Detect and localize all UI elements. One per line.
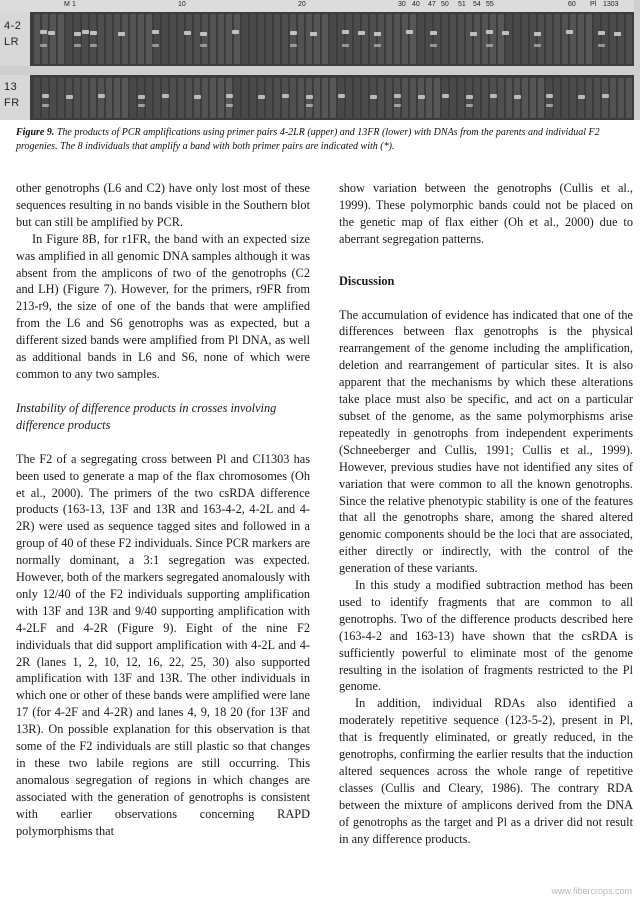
gel-smear bbox=[498, 78, 504, 118]
gel-smear bbox=[82, 14, 88, 64]
gel-smear bbox=[386, 78, 392, 118]
gel-band bbox=[602, 94, 609, 98]
gel-smear bbox=[474, 78, 480, 118]
gel-smear bbox=[58, 78, 64, 118]
gel-band bbox=[430, 44, 437, 47]
gel-smear bbox=[578, 14, 584, 64]
lane-number: Pl bbox=[590, 1, 597, 8]
gel-smear bbox=[50, 14, 56, 64]
gel-band bbox=[82, 30, 89, 34]
gel-smear bbox=[98, 78, 104, 118]
gel-smear bbox=[450, 78, 456, 118]
gel-band bbox=[74, 44, 81, 47]
gel-band bbox=[98, 94, 105, 98]
gel-band bbox=[598, 44, 605, 47]
gel-smear bbox=[250, 78, 256, 118]
gel-band bbox=[232, 30, 239, 34]
gel-smear bbox=[434, 14, 440, 64]
gel-smear bbox=[434, 78, 440, 118]
caption-text: The products of PCR amplifications using primer pairs 4-2LR (upper) and 13FR (lower) with DNAs from the parents and individual F2 progenies. The 8 individuals that amplify a band with both primer pairs are indicated with (*). bbox=[16, 127, 600, 152]
paragraph: other genotrophs (L6 and C2) have only lost most of these sequences resulting in no bands visible in the Southern blot but can still be amplified by PCR. bbox=[16, 181, 310, 229]
gel-smear bbox=[90, 14, 96, 64]
gel-smear bbox=[586, 14, 592, 64]
gel-band bbox=[514, 95, 521, 99]
gel-smear bbox=[426, 14, 432, 64]
gel-band bbox=[342, 44, 349, 47]
gel-smear bbox=[530, 78, 536, 118]
gel-smear bbox=[330, 78, 336, 118]
lane-number: 54 bbox=[473, 1, 481, 8]
lane-number: 1303 bbox=[603, 1, 619, 8]
gel-band bbox=[534, 44, 541, 47]
gel-smear bbox=[218, 78, 224, 118]
lane-number-bar bbox=[0, 0, 640, 12]
gel-band bbox=[370, 95, 377, 99]
gel-band bbox=[48, 31, 55, 35]
lower-gel-label-line2: FR bbox=[4, 97, 20, 109]
gel-smear bbox=[290, 14, 296, 64]
paragraph: In addition, individual RDAs also identified a moderately repetitive sequence (123-5-2), present in Pl, that is frequently eliminated, or greatly reduced, in the genotrophs, confirming the earlier results that the induction altered sequences across the whole range of repetitive classes (Cullis and Cleary, 1986). The contrary RDA between the mixture of amplicons derived from the DNA of genotrophs as the target and Pl as a driver did not result in any difference products. bbox=[339, 696, 633, 846]
gel-smear bbox=[330, 14, 336, 64]
gel-smear bbox=[442, 78, 448, 118]
gel-smear bbox=[130, 14, 136, 64]
gel-smear bbox=[226, 78, 232, 118]
gel-smear bbox=[346, 78, 352, 118]
lane-number: 50 bbox=[441, 1, 449, 8]
right-column bbox=[339, 180, 633, 848]
gel-smear bbox=[378, 14, 384, 64]
gel-smear bbox=[570, 14, 576, 64]
gel-smear bbox=[282, 78, 288, 118]
gel-band bbox=[534, 32, 541, 36]
gel-smear bbox=[146, 78, 152, 118]
gel-band bbox=[430, 31, 437, 35]
gel-smear bbox=[98, 14, 104, 64]
gel-smear bbox=[234, 78, 240, 118]
gel-smear bbox=[210, 78, 216, 118]
gel-smear bbox=[242, 78, 248, 118]
gel-smear bbox=[538, 14, 544, 64]
gel-band bbox=[200, 44, 207, 47]
gel-smear bbox=[178, 78, 184, 118]
gel-band bbox=[184, 31, 191, 35]
gel-smear bbox=[42, 78, 48, 118]
gel-smear bbox=[170, 14, 176, 64]
gel-smear bbox=[594, 14, 600, 64]
paragraph: The accumulation of evidence has indicated that one of the differences between flax genotrophs is the physical rearrangement of the genome including the amplification, deletion and rearrangement of particular sites. It is also apparent that the mechanisms by which these alterations take place must also be specific, and act on a particular subset of the genome, as the same polymorphisms arise repeatedly in genotrophs from independent experiments (Schneeberger and Cullis, 1991; Cullis et al., 1999). However, previous studies have not identified any sites of variation that were common to all the known genotrophs. Since the relative phenotypic stability is one of the features that all the genotrophs share, among the shared altered genomic components should be the loci that are associated, either directly or indirectly, with the control of the generation of these variants. bbox=[339, 307, 633, 576]
gel-smear bbox=[90, 78, 96, 118]
gel-band bbox=[614, 32, 621, 36]
gel-smear bbox=[298, 14, 304, 64]
gel-smear bbox=[146, 14, 152, 64]
gel-smear bbox=[450, 14, 456, 64]
gel-band bbox=[486, 30, 493, 34]
upper-gel-label-column bbox=[0, 12, 30, 66]
lower-gel-label-column bbox=[0, 75, 30, 120]
gel-smear bbox=[74, 78, 80, 118]
gel-smear bbox=[290, 78, 296, 118]
gel-smear bbox=[210, 14, 216, 64]
gel-band bbox=[152, 30, 159, 34]
gel-smear bbox=[522, 78, 528, 118]
section-heading: Discussion bbox=[339, 273, 395, 288]
gel-smear bbox=[82, 78, 88, 118]
gel-smear bbox=[122, 78, 128, 118]
figure-caption bbox=[16, 126, 626, 154]
gel-band bbox=[598, 31, 605, 35]
gel-smear bbox=[418, 14, 424, 64]
gel-band bbox=[578, 95, 585, 99]
gel-smear bbox=[186, 14, 192, 64]
gel-smear bbox=[274, 14, 280, 64]
gel-smear bbox=[106, 14, 112, 64]
gel-smear bbox=[466, 14, 472, 64]
gel-smear bbox=[514, 14, 520, 64]
gel-smear bbox=[130, 78, 136, 118]
gel-band bbox=[442, 94, 449, 98]
gel-smear bbox=[34, 78, 40, 118]
gel-smear bbox=[570, 78, 576, 118]
gel-smear bbox=[354, 14, 360, 64]
gel-smear bbox=[266, 78, 272, 118]
gel-band bbox=[394, 104, 401, 107]
gel-smear bbox=[442, 14, 448, 64]
lane-number: 20 bbox=[298, 1, 306, 8]
gel-smear bbox=[258, 14, 264, 64]
gel-band bbox=[338, 94, 345, 98]
gel-band bbox=[40, 44, 47, 47]
gel-band bbox=[226, 94, 233, 98]
gel-smear bbox=[114, 78, 120, 118]
figure-label: Figure 9. bbox=[16, 127, 55, 138]
gel-band bbox=[466, 95, 473, 99]
gel-smear bbox=[194, 14, 200, 64]
gel-band bbox=[162, 94, 169, 98]
gel-band bbox=[290, 31, 297, 35]
gel-band bbox=[90, 44, 97, 47]
gel-smear bbox=[170, 78, 176, 118]
upper-gel-label-line2: LR bbox=[4, 36, 20, 48]
gel-smear bbox=[58, 14, 64, 64]
gel-smear bbox=[306, 14, 312, 64]
gel-smear bbox=[386, 14, 392, 64]
gel-smear bbox=[314, 78, 320, 118]
lane-number: 60 bbox=[568, 1, 576, 8]
gel-smear bbox=[506, 78, 512, 118]
gel-smear bbox=[66, 14, 72, 64]
gel-smear bbox=[554, 14, 560, 64]
gel-smear bbox=[626, 14, 632, 64]
gel-figure bbox=[0, 0, 640, 120]
gel-smear bbox=[234, 14, 240, 64]
gel-smear bbox=[138, 14, 144, 64]
gel-smear bbox=[458, 78, 464, 118]
gel-smear bbox=[202, 14, 208, 64]
gel-band bbox=[470, 32, 477, 36]
gel-smear bbox=[626, 78, 632, 118]
gel-smear bbox=[42, 14, 48, 64]
gel-smear bbox=[426, 78, 432, 118]
gel-smear bbox=[322, 78, 328, 118]
gel-smear bbox=[162, 14, 168, 64]
gel-band bbox=[418, 95, 425, 99]
gel-smear bbox=[242, 14, 248, 64]
lane-number: M bbox=[64, 1, 70, 8]
gel-smear bbox=[394, 78, 400, 118]
gel-smear bbox=[490, 14, 496, 64]
gel-smear bbox=[378, 78, 384, 118]
gel-band bbox=[152, 44, 159, 47]
lane-number: 40 bbox=[412, 1, 420, 8]
gel-band bbox=[290, 44, 297, 47]
gel-smear bbox=[362, 78, 368, 118]
gel-smear bbox=[402, 14, 408, 64]
gel-band bbox=[40, 30, 47, 34]
gel-right-edge bbox=[634, 0, 640, 120]
gel-smear bbox=[274, 78, 280, 118]
gel-smear bbox=[586, 78, 592, 118]
gel-smear bbox=[474, 14, 480, 64]
paragraph: In this study a modified subtraction method has been used to identify fragments that are common to all genotrophs. Two of the difference products described here (163-4-2 and 163-13) have shown that the csRDA is sufficiently powerful to eliminate most of the genome resulting in the isolation of fragments restricted to the Pl genome. bbox=[339, 578, 633, 694]
gel-smear bbox=[74, 14, 80, 64]
gel-smear bbox=[410, 14, 416, 64]
gel-smear bbox=[178, 14, 184, 64]
gel-smear bbox=[226, 14, 232, 64]
gel-band bbox=[394, 94, 401, 98]
gel-smear bbox=[218, 14, 224, 64]
lane-number: 55 bbox=[486, 1, 494, 8]
gel-smear bbox=[546, 78, 552, 118]
gel-smear bbox=[338, 14, 344, 64]
gel-smear bbox=[610, 78, 616, 118]
gel-band bbox=[306, 95, 313, 99]
gel-smear bbox=[402, 78, 408, 118]
gel-smear bbox=[458, 14, 464, 64]
gel-band bbox=[310, 32, 317, 36]
gel-smear bbox=[410, 78, 416, 118]
gel-smear bbox=[618, 14, 624, 64]
gel-band bbox=[138, 104, 145, 107]
gel-smear bbox=[154, 78, 160, 118]
gel-band bbox=[306, 104, 313, 107]
gel-smear bbox=[354, 78, 360, 118]
paragraph: The F2 of a segregating cross between Pl and CI1303 has been used to generate a map of the flax chromosomes (Oh et al., 2000). The primers of the two csRDA difference products (163-13, 13F and 13R and 163-4-2, 4-2L and 4-2R) were used as sequence tagged sites and followed in a group of 40 of these F2 individuals. Since PCR markers are normally dominant, a 3:1 segregation was expected. However, both of the markers segregated anomalously with only 12/40 of the F2 individuals supporting amplification with 13F and 13R and 9/40 supporting amplification with 4-2LF and 4-2R (Figure 9). Eight of the nine F2 individuals that did support amplification with 4-2L and 4-2R (lanes 1, 2, 10, 12, 16, 22, 25, 30) also supported amplification with 13F and 13R. The other individuals in which one or other of these bands were amplified were lane 17 (for 4-2F and 4-2R) and lanes 4, 9, 18 20 (for 13F and 13R). On possible explanation for this observation is that some of the F2 individuals are still plastic so that changes in these two labile regions are still occurring. This anomalous segregation of regions in which changes are associated with the generation of genotrophs is consistent with earlier observations concerning RAPD polymorphisms that bbox=[16, 451, 310, 838]
paragraph: show variation between the genotrophs (Cullis et al., 1999). These polymorphic bands could not be placed on the genetic map of flax either (Oh et al., 2000) due to aberrant segregation patterns. bbox=[339, 181, 633, 246]
gel-band bbox=[490, 94, 497, 98]
gel-smear bbox=[618, 78, 624, 118]
gel-smear bbox=[346, 14, 352, 64]
gel-divider bbox=[0, 66, 640, 75]
gel-smear bbox=[610, 14, 616, 64]
gel-band bbox=[358, 31, 365, 35]
gel-smear bbox=[202, 78, 208, 118]
paragraph: In Figure 8B, for r1FR, the band with an expected size was amplified in all genomic DNA samples although it was absent from the amplicons of two of the genotrophs (C2 and LH) (Figure 7). However, for the primers, r9FR from 213-r9, the size of one of the bands that were amplified from the L6 and S6 genotrophs was as expected, but a different sized bands were amplified from Pl DNA, as well as additional bands in L6 and S6, none of which were common to any two samples. bbox=[16, 231, 310, 381]
gel-band bbox=[466, 104, 473, 107]
gel-smear bbox=[602, 78, 608, 118]
lane-number: 30 bbox=[398, 1, 406, 8]
gel-smear bbox=[546, 14, 552, 64]
gel-band bbox=[42, 104, 49, 107]
gel-smear bbox=[298, 78, 304, 118]
gel-band bbox=[546, 94, 553, 98]
gel-smear bbox=[282, 14, 288, 64]
lane-number: 51 bbox=[458, 1, 466, 8]
gel-smear bbox=[498, 14, 504, 64]
gel-smear bbox=[314, 14, 320, 64]
gel-smear bbox=[522, 14, 528, 64]
gel-band bbox=[486, 44, 493, 47]
gel-band bbox=[200, 32, 207, 36]
subsection-heading: Instability of difference products in crosses involving difference products bbox=[16, 400, 277, 432]
gel-band bbox=[42, 94, 49, 98]
gel-smear bbox=[34, 14, 40, 64]
gel-smear bbox=[506, 14, 512, 64]
gel-band bbox=[406, 30, 413, 34]
upper-gel-label-line1: 4-2 bbox=[4, 20, 22, 32]
lower-gel-label-line1: 13 bbox=[4, 81, 18, 93]
gel-smear bbox=[490, 78, 496, 118]
gel-smear bbox=[338, 78, 344, 118]
gel-band bbox=[118, 32, 125, 36]
gel-smear bbox=[250, 14, 256, 64]
gel-band bbox=[74, 32, 81, 36]
lane-number: 10 bbox=[178, 1, 186, 8]
gel-smear bbox=[186, 78, 192, 118]
gel-band bbox=[226, 104, 233, 107]
gel-smear bbox=[594, 78, 600, 118]
gel-band bbox=[90, 31, 97, 35]
gel-smear bbox=[538, 78, 544, 118]
gel-smear bbox=[162, 78, 168, 118]
gel-smear bbox=[266, 14, 272, 64]
gel-band bbox=[566, 30, 573, 34]
gel-band bbox=[374, 32, 381, 36]
watermark: www.fibercrops.com bbox=[551, 886, 632, 896]
lane-number: 47 bbox=[428, 1, 436, 8]
gel-smear bbox=[122, 14, 128, 64]
gel-band bbox=[342, 30, 349, 34]
gel-smear bbox=[482, 78, 488, 118]
gel-smear bbox=[50, 78, 56, 118]
gel-band bbox=[374, 44, 381, 47]
gel-band bbox=[282, 94, 289, 98]
gel-smear bbox=[154, 14, 160, 64]
left-column bbox=[16, 180, 310, 840]
lane-number: 1 bbox=[72, 1, 76, 8]
gel-smear bbox=[370, 14, 376, 64]
gel-smear bbox=[530, 14, 536, 64]
gel-smear bbox=[114, 14, 120, 64]
gel-band bbox=[546, 104, 553, 107]
gel-band bbox=[258, 95, 265, 99]
gel-band bbox=[502, 31, 509, 35]
gel-smear bbox=[562, 78, 568, 118]
gel-band bbox=[194, 95, 201, 99]
gel-band bbox=[138, 95, 145, 99]
gel-smear bbox=[322, 14, 328, 64]
gel-smear bbox=[106, 78, 112, 118]
gel-band bbox=[66, 95, 73, 99]
gel-smear bbox=[602, 14, 608, 64]
gel-smear bbox=[362, 14, 368, 64]
gel-smear bbox=[482, 14, 488, 64]
gel-smear bbox=[554, 78, 560, 118]
gel-smear bbox=[394, 14, 400, 64]
gel-smear bbox=[562, 14, 568, 64]
